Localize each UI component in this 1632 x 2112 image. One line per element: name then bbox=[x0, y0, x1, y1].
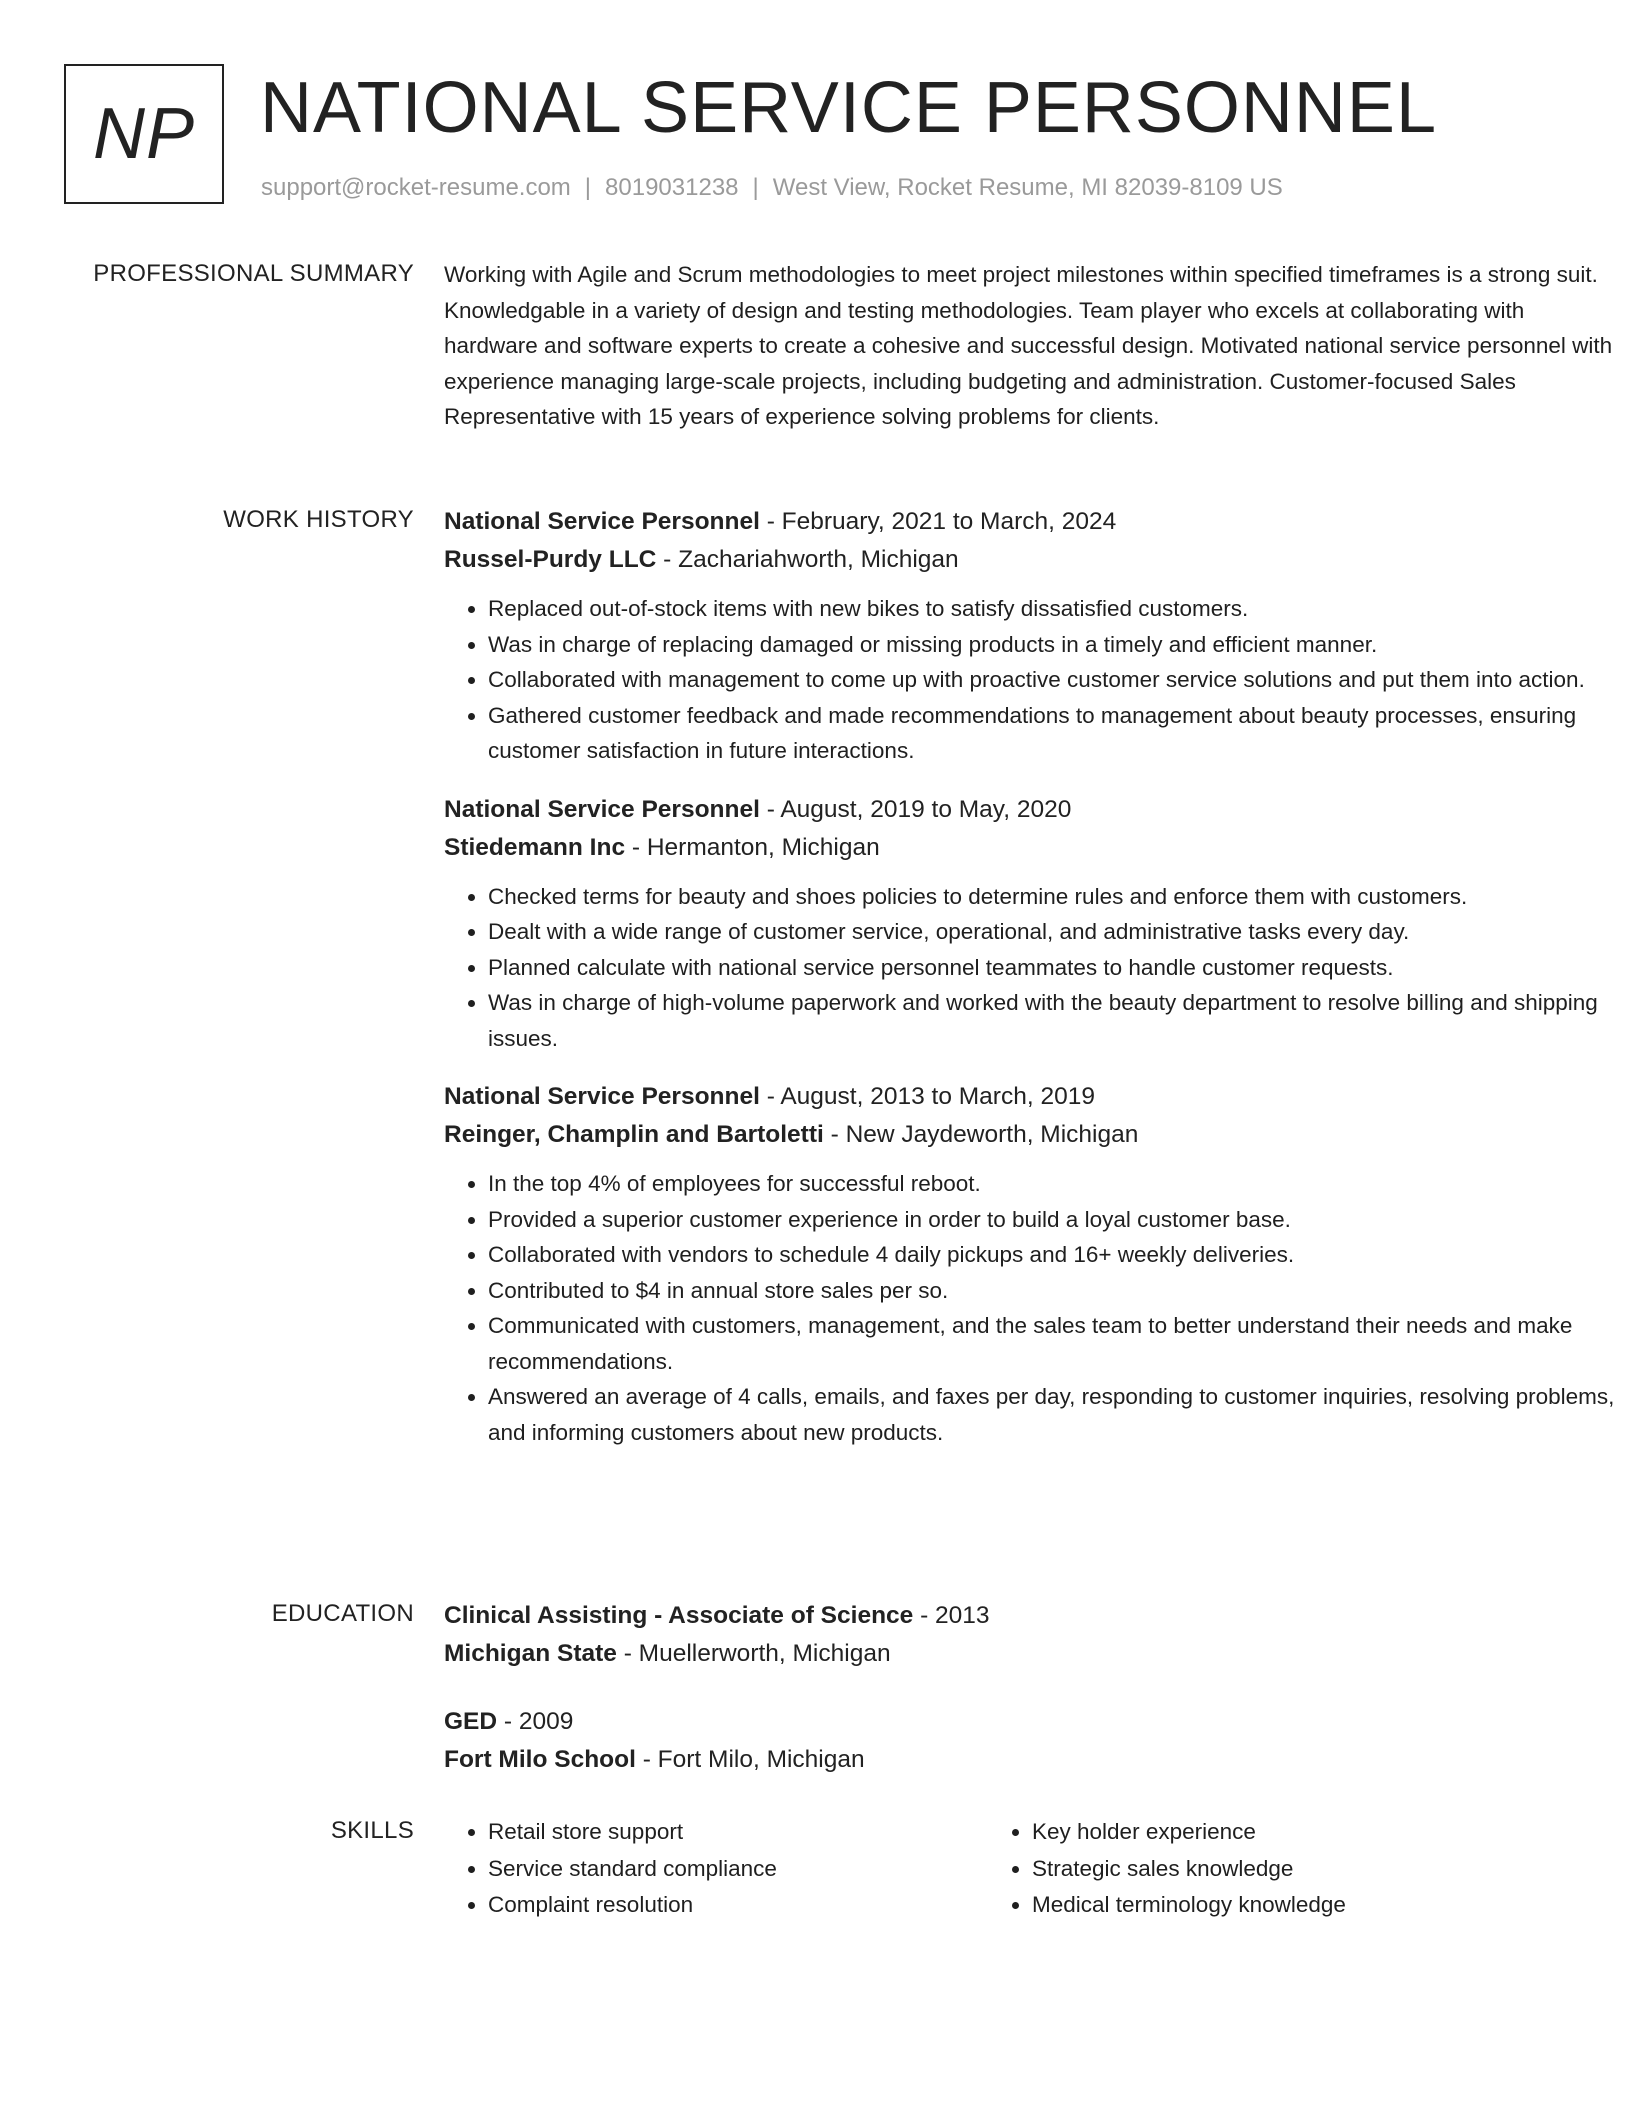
job-location: - New Jaydeworth, Michigan bbox=[823, 1121, 1139, 1148]
job-title: National Service Personnel bbox=[444, 1083, 760, 1110]
job-entry bbox=[444, 791, 1624, 1057]
job-title-line bbox=[444, 791, 1624, 829]
job-bullet: • In the top 4% of employees for successful reboot. bbox=[488, 1166, 1624, 1202]
resume-header bbox=[64, 64, 1568, 214]
summary-heading: PROFESSIONAL SUMMARY bbox=[93, 260, 414, 287]
work-history-section bbox=[64, 503, 1615, 1593]
job-title: National Service Personnel bbox=[444, 795, 760, 823]
education-location: - Muellerworth, Michigan bbox=[616, 1640, 891, 1667]
skill-item: • Strategic sales knowledge bbox=[1032, 1851, 1532, 1888]
contact-line bbox=[261, 174, 1283, 202]
job-company: Stiedemann Inc bbox=[444, 833, 626, 861]
job-bullet: • Gathered customer feedback and made recommendations to management about beauty processes, ensuring customer satisfaction in future interactions. bbox=[488, 698, 1624, 769]
job-bullet: • Was in charge of high-volume paperwork and worked with the beauty department to resolve billing and shipping issues. bbox=[488, 985, 1624, 1056]
education-degree: Clinical Assisting - Associate of Science bbox=[444, 1602, 914, 1629]
job-company-line bbox=[444, 1116, 1624, 1154]
job-company: Russel-Purdy LLC bbox=[444, 546, 657, 573]
skills-columns bbox=[444, 1814, 1624, 1924]
education-location: - Fort Milo, Michigan bbox=[635, 1746, 865, 1773]
job-bullet: • Was in charge of replacing damaged or missing products in a timely and efficient manner. bbox=[488, 627, 1624, 663]
job-bullet-list bbox=[444, 1166, 1624, 1450]
education-degree-line bbox=[444, 1703, 1624, 1741]
job-bullet: • Planned calculate with national service personnel teammates to handle customer requests. bbox=[488, 950, 1624, 986]
education-year: - 2013 bbox=[913, 1602, 990, 1629]
education-school-line bbox=[444, 1635, 1624, 1673]
summary-body bbox=[444, 257, 1624, 435]
summary-text: Working with Agile and Scrum methodologies to meet project milestones within specified timeframes is a strong suit. Knowledgable in a variety of design and testing methodologies. Team player who excels at collaborating with hardware and software experts to create a cohesive and successful design. Motivated national service personnel with experience managing large-scale projects, including budgeting and administration. Customer-focused Sales Representative with 15 years of experience solving problems for clients. bbox=[444, 262, 1613, 429]
skills-list-left bbox=[444, 1814, 988, 1924]
education-school-line bbox=[444, 1741, 1624, 1779]
job-bullet: • Collaborated with management to come up with proactive customer service solutions and put them into action. bbox=[488, 662, 1624, 698]
education-degree-line bbox=[444, 1597, 1624, 1635]
skills-body bbox=[444, 1814, 1624, 1924]
skill-item: • Complaint resolution bbox=[488, 1887, 988, 1924]
education-year: - 2009 bbox=[497, 1708, 574, 1735]
job-dates: - August, 2013 to March, 2019 bbox=[759, 1083, 1095, 1110]
job-company-line bbox=[444, 829, 1624, 867]
skill-item: • Retail store support bbox=[488, 1814, 988, 1851]
job-location: - Zachariahworth, Michigan bbox=[656, 546, 959, 573]
contact-separator: | bbox=[584, 174, 592, 201]
education-heading: EDUCATION bbox=[271, 1600, 414, 1627]
contact-email: support@rocket-resume.com bbox=[261, 174, 571, 201]
job-bullet-list bbox=[444, 591, 1624, 769]
monogram-initials: NP bbox=[92, 94, 196, 174]
job-bullet: • Replaced out-of-stock items with new bikes to satisfy dissatisfied customers. bbox=[488, 591, 1624, 627]
contact-phone: 8019031238 bbox=[605, 174, 739, 201]
education-entry bbox=[444, 1597, 1624, 1673]
candidate-name: NATIONAL SERVICE PERSONNEL bbox=[260, 68, 1437, 148]
job-bullet: • Communicated with customers, management, and the sales team to better understand their needs and make recommendations. bbox=[488, 1308, 1624, 1379]
job-company: Reinger, Champlin and Bartoletti bbox=[444, 1121, 824, 1148]
job-title-line bbox=[444, 503, 1624, 541]
job-dates: - August, 2019 to May, 2020 bbox=[759, 795, 1072, 823]
job-title: National Service Personnel bbox=[444, 508, 760, 535]
job-bullet: • Answered an average of 4 calls, emails, and faxes per day, responding to customer inquiries, resolving problems, and informing customers about new products. bbox=[488, 1379, 1624, 1450]
job-bullet: • Dealt with a wide range of customer service, operational, and administrative tasks every day. bbox=[488, 914, 1624, 950]
job-company-line bbox=[444, 541, 1624, 579]
education-body bbox=[444, 1597, 1624, 1809]
skills-list-right bbox=[988, 1814, 1532, 1924]
education-entry bbox=[444, 1703, 1624, 1779]
job-bullet: • Collaborated with vendors to schedule 4 daily pickups and 16+ weekly deliveries. bbox=[488, 1237, 1624, 1273]
job-bullet: • Checked terms for beauty and shoes policies to determine rules and enforce them with customers. bbox=[488, 879, 1624, 915]
job-bullet-list bbox=[444, 879, 1624, 1057]
work-history-heading: WORK HISTORY bbox=[223, 506, 414, 533]
job-bullet: • Contributed to $4 in annual store sales per so. bbox=[488, 1273, 1624, 1309]
job-location: - Hermanton, Michigan bbox=[625, 833, 880, 861]
education-school: Michigan State bbox=[444, 1640, 617, 1667]
job-dates: - February, 2021 to March, 2024 bbox=[759, 508, 1117, 535]
monogram-box bbox=[64, 64, 224, 204]
education-school: Fort Milo School bbox=[444, 1746, 636, 1773]
skill-item: • Medical terminology knowledge bbox=[1032, 1887, 1532, 1924]
summary-section bbox=[64, 257, 1613, 477]
job-bullet: • Provided a superior customer experience in order to build a loyal customer base. bbox=[488, 1202, 1624, 1238]
skills-section bbox=[64, 1814, 1568, 1954]
education-degree: GED bbox=[444, 1708, 498, 1735]
work-history-body bbox=[444, 503, 1624, 1472]
skill-item: • Key holder experience bbox=[1032, 1814, 1532, 1851]
skill-item: • Service standard compliance bbox=[488, 1851, 988, 1888]
job-entry bbox=[444, 1078, 1624, 1450]
job-entry bbox=[444, 503, 1624, 769]
job-title-line bbox=[444, 1078, 1624, 1116]
contact-separator: | bbox=[752, 174, 759, 201]
education-section bbox=[64, 1597, 1568, 1797]
contact-address: West View, Rocket Resume, MI 82039-8109 US bbox=[772, 174, 1283, 201]
skills-heading: SKILLS bbox=[330, 1817, 414, 1844]
